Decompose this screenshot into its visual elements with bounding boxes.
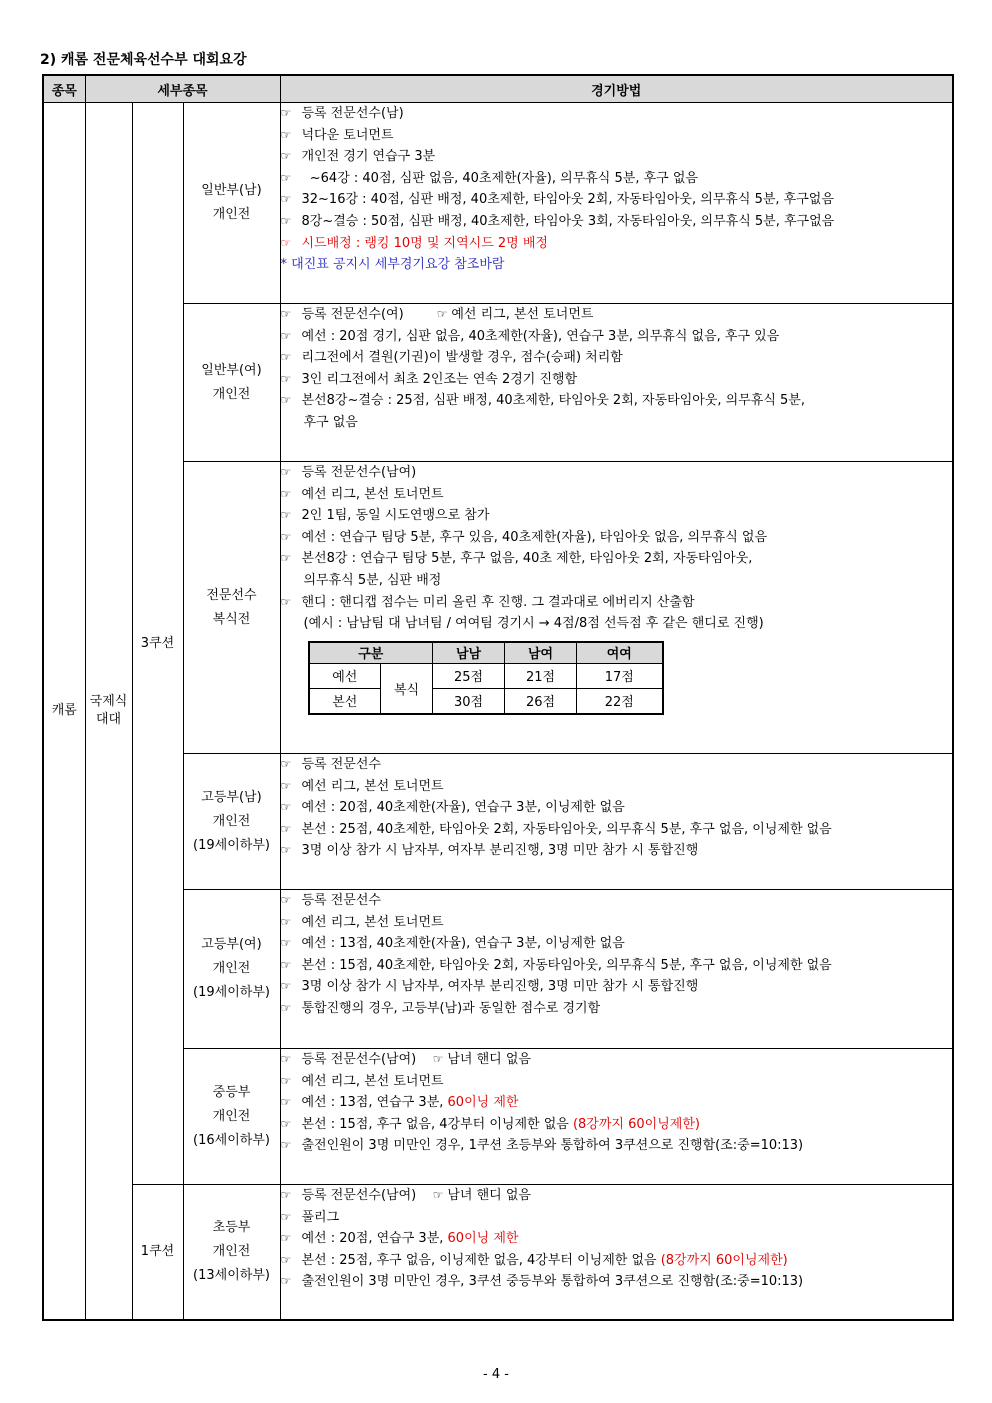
rule-text: 본선 : 25점, 40초제한, 타임아웃 2회, 자동타임아웃, 의무휴식 5분, 후구 없음, 이닝제한 없음 (301, 821, 832, 837)
pointing-hand-icon: ☞ (280, 957, 292, 972)
pointing-hand-icon: ☞ (280, 486, 292, 501)
rule-line (281, 211, 953, 233)
rule-text: (8강까지 60이닝제한) (572, 1116, 700, 1132)
pointing-hand-icon: ☞ (280, 371, 292, 386)
division-name: 전문선수 (206, 587, 257, 603)
rule-text: 출전인원이 3명 미만인 경우, 3쿠션 중등부와 통합하여 3쿠션으로 진행함(조:중=10:13) (301, 1274, 804, 1290)
method-cell (280, 890, 953, 1049)
pointing-hand-icon: ☞ (280, 757, 292, 771)
pointing-hand-icon: ☞ (280, 307, 292, 321)
rule-line (281, 1135, 953, 1157)
division-cell (183, 462, 280, 754)
rule-text: 60이닝 제한 (447, 1231, 519, 1247)
rule-line (281, 819, 953, 841)
rule-line (281, 548, 953, 570)
rule-line (281, 797, 953, 819)
pointing-hand-icon: ☞ (280, 1188, 292, 1202)
rule-line (281, 890, 953, 912)
handicap-header-mm: 남남 (433, 642, 505, 664)
pointing-hand-icon: ☞ (280, 170, 292, 185)
handicap-stage: 예선 (309, 663, 381, 688)
rule-line (281, 1092, 953, 1114)
rule-text: 예선 : 연습구 팀당 5분, 후구 있음, 40초제한(자율), 타임아웃 없음, 의무휴식 없음 (301, 529, 768, 545)
division-name: 일반부(남) (201, 183, 262, 198)
pointing-hand-icon: ☞ (432, 1188, 448, 1202)
rule-text: 3인 리그전에서 최초 2인조는 연속 2경기 진행함 (301, 371, 578, 387)
division-name: (13세이하부) (193, 1267, 270, 1283)
rule-line (281, 505, 953, 527)
division-name: 고등부(남) (201, 789, 262, 805)
rule-line (281, 326, 953, 348)
rule-line (281, 840, 953, 862)
table-row (43, 103, 953, 304)
header-detail: 세부종목 (85, 75, 280, 103)
division-name: (16세이하부) (193, 1132, 270, 1148)
rule-line (281, 347, 953, 369)
page-number: - 4 - (483, 1367, 509, 1382)
pointing-hand-icon: ☞ (280, 1052, 292, 1066)
pointing-hand-icon: ☞ (280, 1116, 292, 1131)
rule-line (281, 912, 953, 934)
rule-text: 본선8강~결승 : 25점, 심판 배정, 40초제한, 타임아웃 2회, 자동타임아웃, 의무휴식 5분, (301, 393, 805, 409)
rule-line (281, 955, 953, 977)
rule-text: 예선 : 20점, 40초제한(자율), 연습구 3분, 이닝제한 없음 (301, 800, 625, 816)
pointing-hand-icon: ☞ (280, 465, 292, 479)
rule-text: 남녀 핸디 없음 (447, 1188, 531, 1203)
pointing-hand-icon: ☞ (280, 192, 292, 207)
rule-line (281, 103, 953, 125)
handicap-mf: 26점 (505, 688, 577, 714)
handicap-row (309, 663, 663, 688)
method-cell (280, 1049, 953, 1185)
division-cell (183, 304, 280, 462)
division-name: (19세이하부) (193, 837, 270, 853)
rule-line (281, 168, 953, 190)
rule-text: 시드배정 : 랭킹 10명 및 지역시드 2명 배정 (301, 235, 548, 251)
rule-line (281, 613, 953, 635)
rule-text: 넉다운 토너먼트 (301, 127, 394, 143)
pointing-hand-icon: ☞ (280, 821, 292, 836)
pointing-hand-icon: ☞ (280, 800, 292, 815)
pointing-hand-icon: ☞ (280, 106, 292, 120)
rule-text: 등록 전문선수 (301, 893, 381, 908)
method-cell (280, 103, 953, 304)
section-title: 2) 캐롬 전문체육선수부 대회요강 (40, 52, 247, 68)
rule-text: 8강~결승 : 50점, 심판 배정, 40초제한, 타임아웃 3회, 자동타임아웃, 의무휴식 5분, 후구없음 (301, 213, 835, 229)
rule-line (281, 1185, 953, 1207)
rule-text: 예선 리그, 본선 토너먼트 (301, 778, 444, 794)
division-name: 중등부 (212, 1084, 251, 1100)
pointing-hand-icon: ☞ (280, 914, 292, 929)
method-cell (280, 304, 953, 462)
handicap-mm: 30점 (433, 688, 505, 714)
pointing-hand-icon: ☞ (280, 1138, 292, 1153)
division-name: 개인전 (212, 386, 251, 402)
pointing-hand-icon: ☞ (280, 1252, 292, 1267)
rule-text: 등록 전문선수(여) (301, 307, 437, 322)
rule-line (281, 1271, 953, 1293)
rules-table (42, 74, 954, 1321)
rule-text: 등록 전문선수(남여) (301, 1188, 433, 1203)
rule-line (281, 1250, 953, 1272)
handicap-table (308, 641, 664, 715)
rule-text: 예선 리그, 본선 토너먼트 (301, 914, 444, 930)
rule-text: 예선 : 20점, 연습구 3분, (301, 1231, 448, 1247)
rule-line (281, 304, 953, 326)
pointing-hand-icon: ☞ (280, 594, 292, 609)
handicap-type: 복식 (381, 663, 433, 714)
division-name: 개인전 (212, 1243, 251, 1259)
rule-text: * 대진표 공지시 세부경기요강 참조바람 (280, 257, 505, 273)
rule-text: ~64강 : 40점, 심판 없음, 40초제한(자율), 의무휴식 5분, 후구 없음 (301, 170, 698, 186)
pointing-hand-icon: ☞ (280, 551, 292, 566)
division-cell (183, 1185, 280, 1320)
rule-line (281, 1049, 953, 1071)
pointing-hand-icon: ☞ (280, 778, 292, 793)
rule-line (281, 1071, 953, 1093)
rule-text: 남녀 핸디 없음 (447, 1052, 531, 1067)
pointing-hand-icon: ☞ (432, 1052, 448, 1066)
rule-text: 예선 리그, 본선 토너먼트 (451, 307, 594, 322)
discipline-text: 국제식 대대 (89, 693, 128, 727)
rule-text: 핸디 : 핸디캡 점수는 미리 올린 후 진행. 그 결과대로 에버리지 산출함 (301, 594, 695, 610)
pointing-hand-icon: ☞ (280, 843, 292, 858)
table-row (43, 1185, 953, 1320)
rule-text: 예선 리그, 본선 토너먼트 (301, 1073, 444, 1089)
header-event: 종목 (43, 75, 85, 103)
handicap-header-mf: 남여 (505, 642, 577, 664)
rule-text: 예선 : 13점, 연습구 3분, (301, 1095, 448, 1111)
rule-text: 2인 1팀, 동일 시도연맹으로 참가 (301, 508, 490, 524)
rule-text: 풀리그 (301, 1209, 340, 1225)
division-name: 개인전 (212, 1108, 251, 1124)
pointing-hand-icon: ☞ (280, 979, 292, 994)
pointing-hand-icon: ☞ (280, 1000, 292, 1015)
pointing-hand-icon: ☞ (280, 1274, 292, 1289)
rule-text: 본선 : 15점, 40초제한, 타임아웃 2회, 자동타임아웃, 의무휴식 5분, 후구 없음, 이닝제한 없음 (301, 957, 832, 973)
rule-text: 3명 이상 참가 시 남자부, 여자부 분리진행, 3명 미만 참가 시 통합진행 (301, 843, 699, 859)
rule-text: 등록 전문선수(남여) (301, 1052, 433, 1067)
rule-line (281, 976, 953, 998)
rule-line (281, 592, 953, 614)
pointing-hand-icon: ☞ (280, 149, 292, 164)
discipline-cell (85, 103, 132, 1320)
rule-text: 의무휴식 5분, 심판 배정 (303, 572, 442, 588)
rule-line (281, 527, 953, 549)
rule-text: 후구 없음 (303, 414, 358, 430)
rule-text: 등록 전문선수 (301, 757, 381, 772)
handicap-header-row (309, 642, 663, 664)
division-cell (183, 890, 280, 1049)
division-name: (19세이하부) (193, 985, 270, 1000)
method-cell (280, 754, 953, 890)
rule-line (281, 1228, 953, 1250)
division-name: 복식전 (212, 611, 251, 627)
rule-text: 등록 전문선수(남) (301, 106, 404, 121)
method-cell (280, 1185, 953, 1320)
handicap-header-category: 구분 (309, 642, 433, 664)
rule-line (281, 484, 953, 506)
handicap-mm: 25점 (433, 663, 505, 688)
pointing-hand-icon: ☞ (280, 1231, 292, 1246)
division-cell (183, 1049, 280, 1185)
pointing-hand-icon: ☞ (280, 127, 292, 142)
rule-line (281, 189, 953, 211)
rule-line (281, 776, 953, 798)
rule-line (281, 146, 953, 168)
division-name: 개인전 (212, 813, 251, 829)
event-cell: 캐롬 (43, 103, 85, 1320)
rule-text: 출전인원이 3명 미만인 경우, 1쿠션 초등부와 통합하여 3쿠션으로 진행함(조:중=10:13) (301, 1138, 804, 1154)
rule-line (281, 1114, 953, 1136)
rule-line (281, 254, 953, 276)
rule-text: (8강까지 60이닝제한) (660, 1252, 788, 1268)
rule-text: 예선 리그, 본선 토너먼트 (301, 486, 444, 502)
rule-text: 등록 전문선수(남여) (301, 465, 417, 480)
rule-text: 본선8강 : 연습구 팀당 5분, 후구 없음, 40초 제한, 타임아웃 2회, 자동타임아웃, (301, 551, 753, 567)
pointing-hand-icon: ☞ (280, 936, 292, 951)
handicap-stage: 본선 (309, 688, 381, 714)
handicap-header-ff: 여여 (577, 642, 663, 664)
handicap-ff: 17점 (577, 663, 663, 688)
pointing-hand-icon: ☞ (280, 893, 292, 907)
rule-text: 통합진행의 경우, 고등부(남)과 동일한 점수로 경기함 (301, 1000, 601, 1016)
rule-text: 예선 : 13점, 40초제한(자율), 연습구 3분, 이닝제한 없음 (301, 936, 625, 952)
rule-text: 리그전에서 결원(기권)이 발생할 경우, 점수(승패) 처리함 (301, 350, 623, 366)
division-name: 초등부 (212, 1219, 251, 1235)
method-cell (280, 462, 953, 754)
division-name: 고등부(여) (201, 937, 262, 952)
rule-text: 본선 : 15점, 후구 없음, 4강부터 이닝제한 없음 (301, 1116, 573, 1132)
pointing-hand-icon: ☞ (280, 529, 292, 544)
rule-text: 본선 : 25점, 후구 없음, 이닝제한 없음, 4강부터 이닝제한 없음 (301, 1252, 661, 1268)
header-row (43, 75, 953, 103)
division-name: 일반부(여) (201, 362, 262, 378)
handicap-row (309, 688, 663, 714)
rule-line (281, 570, 953, 592)
handicap-mf: 21점 (505, 663, 577, 688)
pointing-hand-icon: ☞ (280, 1209, 292, 1224)
rule-text: 예선 : 20점 경기, 심판 없음, 40초제한(자율), 연습구 3분, 의무휴식 없음, 후구 있음 (301, 328, 780, 344)
rule-line (281, 369, 953, 391)
rule-text: 32~16강 : 40점, 심판 배정, 40초제한, 타임아웃 2회, 자동타임아웃, 의무휴식 5분, 후구없음 (301, 192, 834, 208)
header-method: 경기방법 (280, 75, 953, 103)
group-cell-3cushion: 3쿠션 (132, 103, 183, 1185)
pointing-hand-icon: ☞ (436, 307, 452, 321)
division-cell (183, 754, 280, 890)
pointing-hand-icon: ☞ (280, 1073, 292, 1088)
group-cell-1cushion: 1쿠션 (132, 1185, 183, 1320)
rule-line (281, 462, 953, 484)
rule-text: 3명 이상 참가 시 남자부, 여자부 분리진행, 3명 미만 참가 시 통합진행 (301, 979, 699, 995)
pointing-hand-icon: ☞ (280, 508, 292, 523)
rule-text: 개인전 경기 연습구 3분 (301, 149, 436, 165)
rule-line (281, 412, 953, 434)
rule-line (281, 998, 953, 1020)
division-name: 개인전 (212, 961, 251, 976)
rule-line (281, 233, 953, 255)
division-cell (183, 103, 280, 304)
rule-line (281, 933, 953, 955)
rule-line (281, 1207, 953, 1229)
pointing-hand-icon: ☞ (280, 235, 292, 250)
pointing-hand-icon: ☞ (280, 350, 292, 365)
rule-line (281, 754, 953, 776)
pointing-hand-icon: ☞ (280, 213, 292, 228)
pointing-hand-icon: ☞ (280, 328, 292, 343)
rule-text: (예시 : 남남팀 대 남녀팀 / 여여팀 경기시 → 4점/8점 선득점 후 같은 핸디로 진행) (303, 616, 764, 632)
handicap-ff: 22점 (577, 688, 663, 714)
rule-line (281, 125, 953, 147)
pointing-hand-icon: ☞ (280, 393, 292, 408)
rule-line (281, 390, 953, 412)
division-name: 개인전 (212, 207, 251, 222)
pointing-hand-icon: ☞ (280, 1095, 292, 1110)
rule-text: 60이닝 제한 (447, 1095, 519, 1111)
